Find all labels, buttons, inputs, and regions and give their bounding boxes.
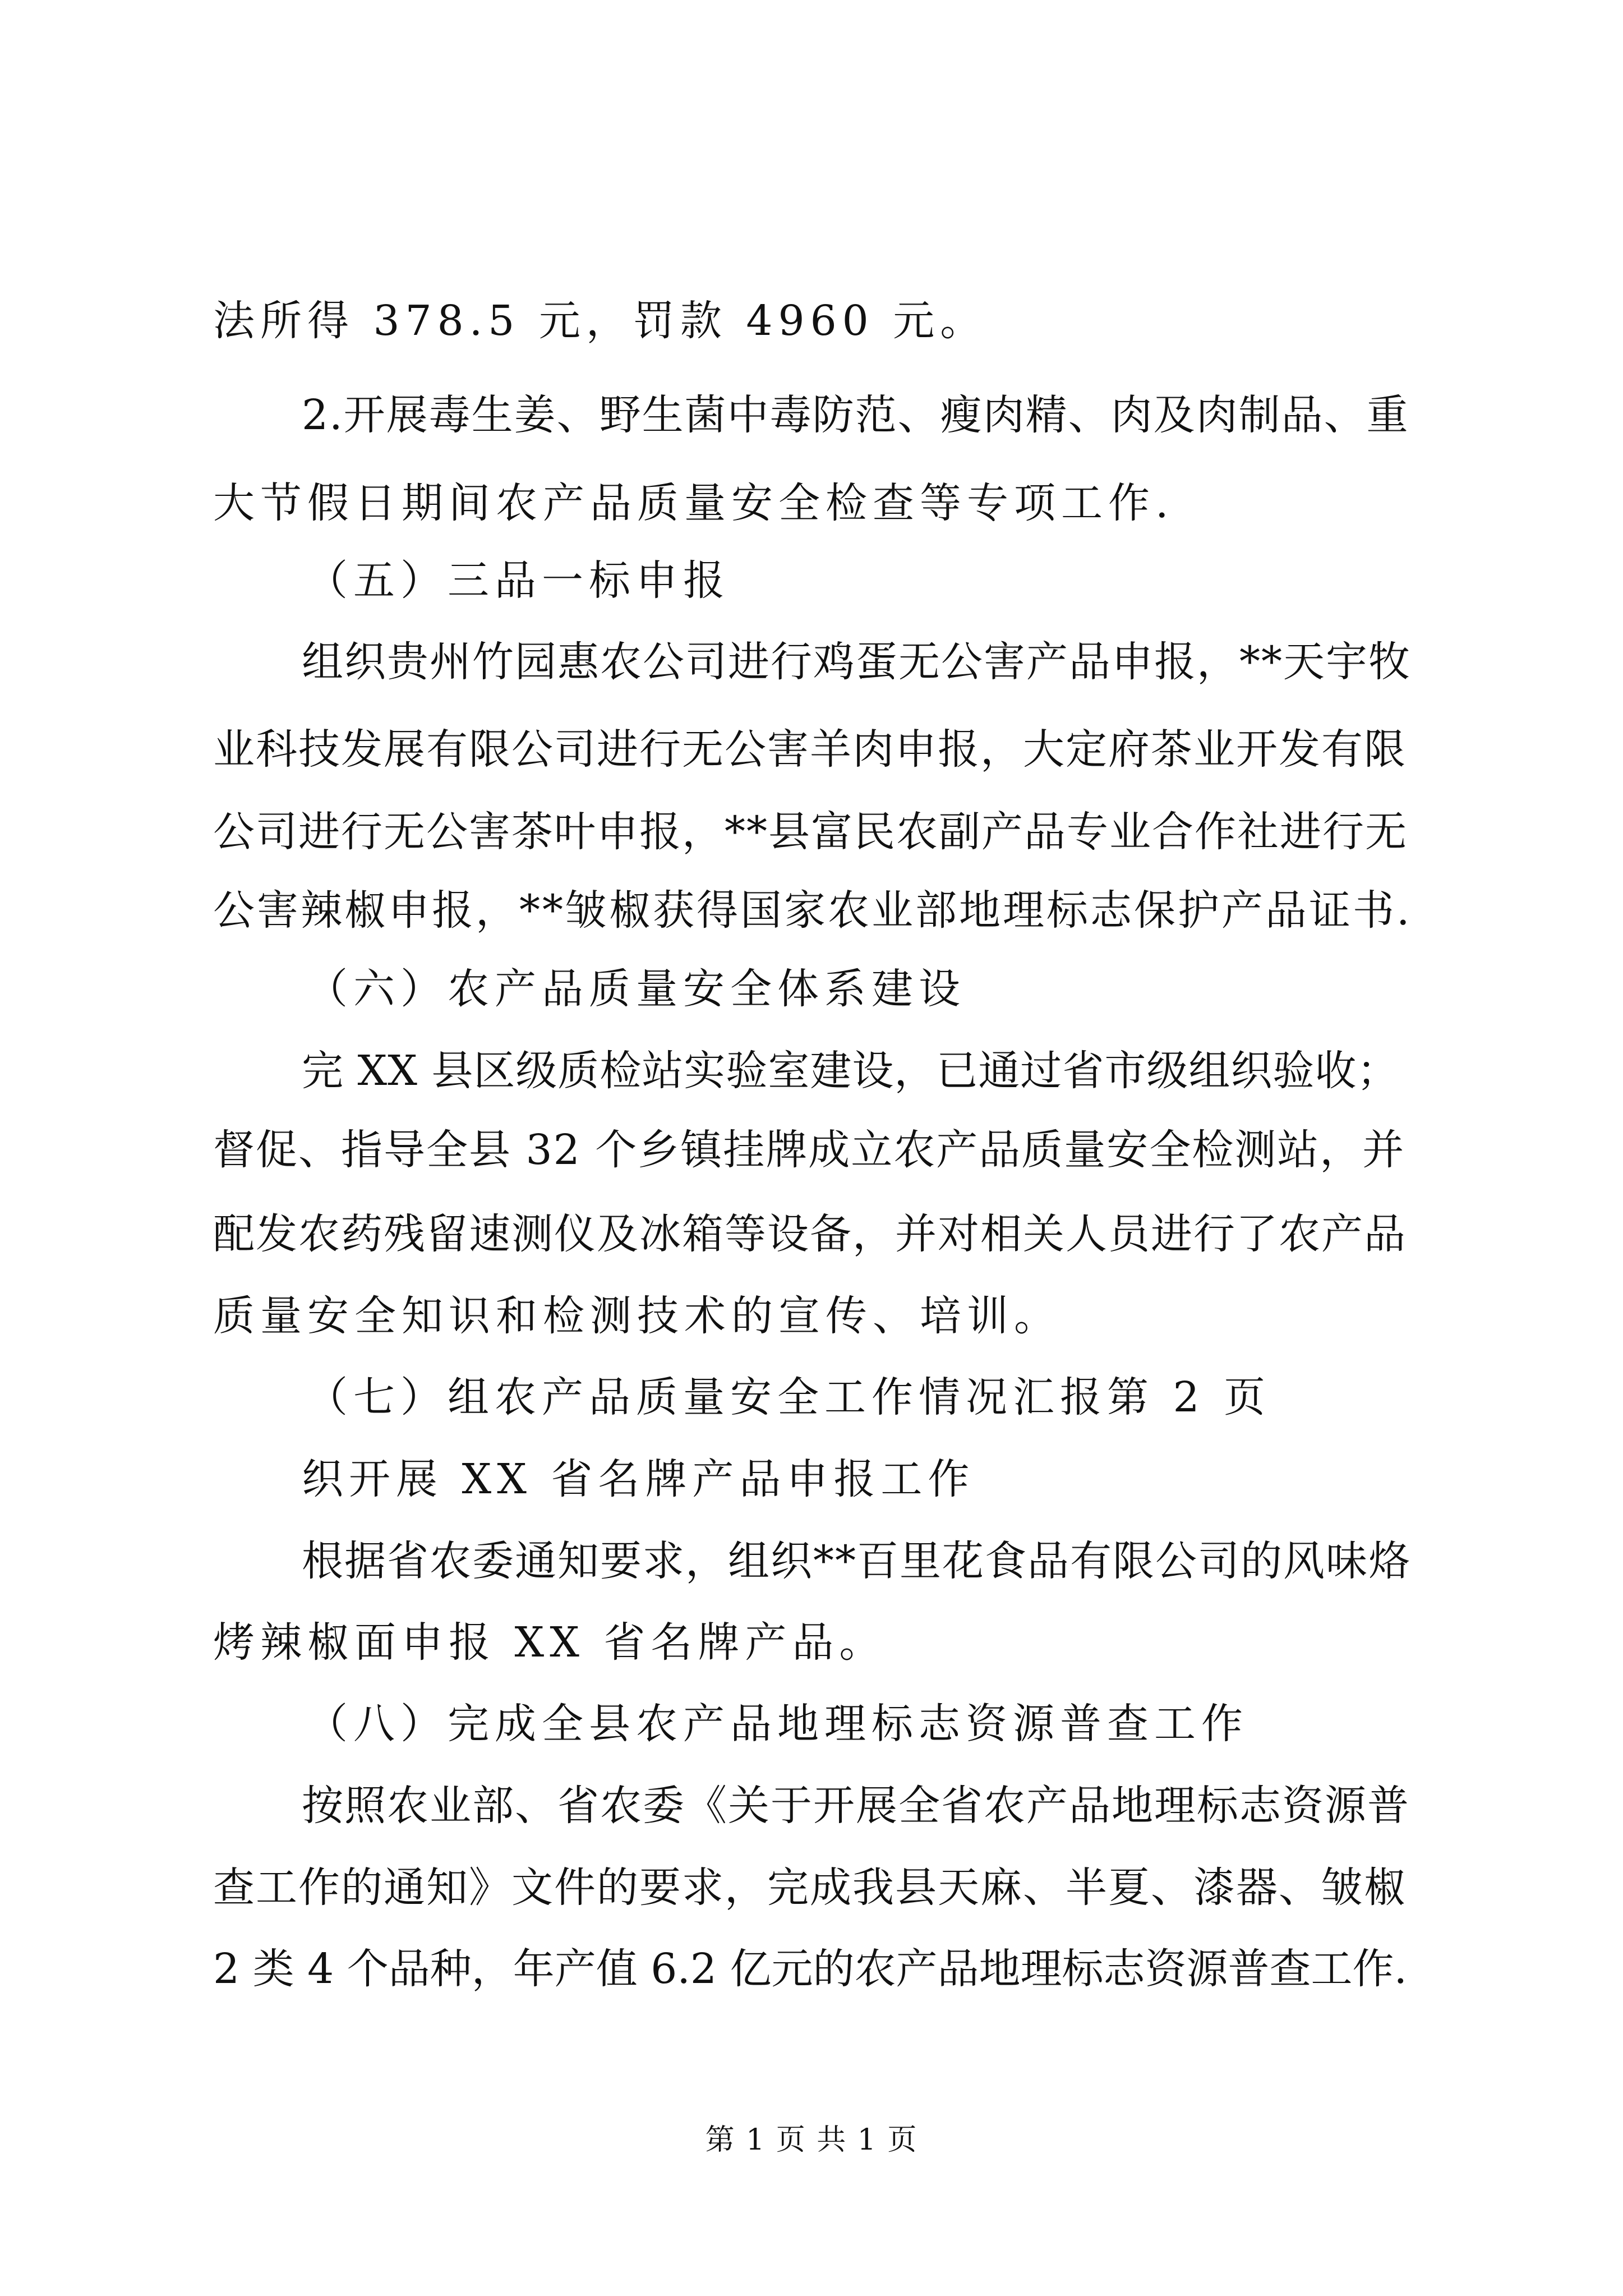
text-line-6: 业科技发展有限公司进行无公害羊肉申报，大定府茶业开发有限 [213,725,1407,774]
text-line-2: 2.开展毒生姜、野生菌中毒防范、瘦肉精、肉及肉制品、重 [302,391,1409,439]
text-line-3: 大节假日期间农产品质量安全检查等专项工作. [213,479,1174,527]
text-line-19: 按照农业部、省农委《关于开展全省农产品地理标志资源普 [302,1782,1410,1830]
text-line-17: 烤辣椒面申报 XX 省名牌产品。 [213,1618,887,1667]
text-line-5: 组织贵州竹园惠农公司进行鸡蛋无公害产品申报，**天宇牧 [302,638,1411,686]
section-heading-8: （八）完成全县农产品地理标志资源普查工作 [306,1700,1248,1748]
text-line-11: 督促、指导全县 32 个乡镇挂牌成立农产品质量安全检测站，并 [213,1126,1405,1174]
text-line-12: 配发农药残留速测仪及冰箱等设备，并对相关人员进行了农产品 [213,1210,1407,1258]
text-line-10: 完 XX 县区级质检站实验室建设，已通过省市级组织验收； [302,1047,1399,1095]
text-line-8: 公害辣椒申报，**皱椒获得国家农业部地理标志保护产品证书. [213,886,1412,935]
text-line-16: 根据省农委通知要求，组织**百里花食品有限公司的风味烙 [302,1537,1411,1585]
text-line-7: 公司进行无公害茶叶申报，**县富民农副产品专业合作社进行无 [213,808,1408,856]
text-line-13: 质量安全知识和检测技术的宣传、培训。 [213,1292,1061,1340]
page-footer: 第 1 页 共 1 页 [705,2123,918,2157]
section-heading-5: （五）三品一标申报 [306,556,730,605]
section-heading-6: （六）农产品质量安全体系建设 [306,965,966,1013]
section-heading-7: （七）组农产品质量安全工作情况汇报第 2 页 [306,1373,1271,1421]
text-line-21: 2 类 4 个品种，年产值 6.2 亿元的农产品地理标志资源普查工作. [213,1945,1407,1993]
text-line-20: 查工作的通知》文件的要求，完成我县天麻、半夏、漆器、皱椒 [213,1864,1407,1912]
text-line-1: 法所得 378.5 元，罚款 4960 元。 [213,297,988,345]
text-line-15: 织开展 XX 省名牌产品申报工作 [302,1455,975,1503]
